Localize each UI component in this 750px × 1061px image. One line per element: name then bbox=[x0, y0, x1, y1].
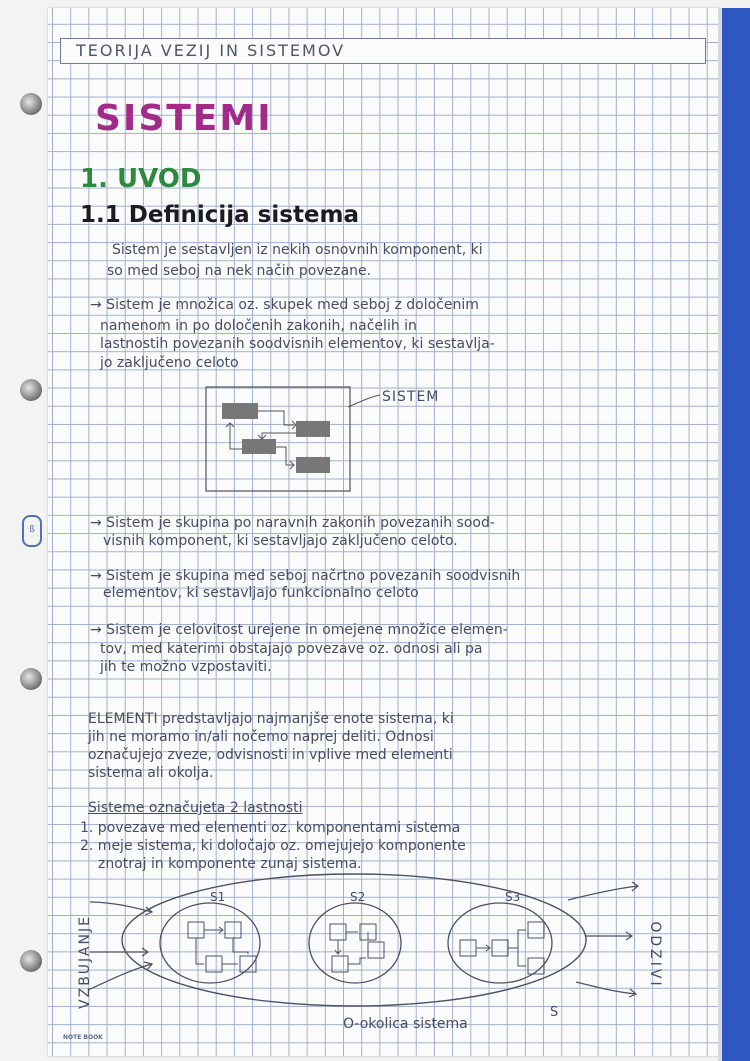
connection-arrow bbox=[226, 423, 242, 449]
element-box bbox=[225, 922, 241, 938]
elementi-line-1: ELEMENTI predstavljajo najmanjše enote sistema, ki bbox=[88, 711, 454, 727]
property-1: 1. povezave med elementi oz. komponentami sistema bbox=[80, 820, 461, 836]
punch-hole bbox=[20, 93, 42, 115]
intro-line-1: Sistem je sestavljen iz nekih osnovnih komponent, ki bbox=[112, 242, 483, 258]
element-box bbox=[206, 956, 222, 972]
element-block bbox=[222, 403, 258, 419]
def4-line-2: tov, med katerimi obstajajo povezave oz. odnosi ali pa bbox=[100, 641, 483, 657]
system-boundary bbox=[206, 387, 350, 491]
element-block bbox=[296, 457, 330, 473]
system-diagram-label: SISTEM bbox=[382, 389, 440, 405]
subsystem-s1 bbox=[160, 903, 260, 983]
element-box bbox=[330, 924, 346, 940]
subsystem-s3 bbox=[448, 903, 552, 983]
element-box bbox=[332, 956, 348, 972]
elementi-line-4: sistema ali okolja. bbox=[88, 765, 214, 781]
def1-line-3: lastnostih povezanih soodvisnih elementov, ki sestavlja- bbox=[100, 336, 495, 352]
def1-line-4: jo zaključeno celoto bbox=[100, 355, 239, 371]
output-side-label: ODZIVI bbox=[647, 921, 663, 989]
def3-line-2: elementov, ki sestavljajo funkcionalno celoto bbox=[103, 585, 419, 601]
notebook-binding-strip bbox=[722, 8, 750, 1061]
connection-arrow bbox=[276, 447, 294, 469]
property-3: znotraj in komponente zunaj sistema. bbox=[98, 856, 362, 872]
system-environment-diagram bbox=[60, 870, 710, 1040]
element-box bbox=[460, 940, 476, 956]
subsystem-s1-elements bbox=[188, 922, 256, 972]
intro-line-2: so med seboj na nek način povezane. bbox=[107, 263, 372, 279]
main-title: SISTEMI bbox=[95, 98, 273, 139]
subsystem-s2-label: S2 bbox=[350, 890, 366, 904]
notebook-logo-icon: ß bbox=[22, 515, 42, 547]
system-label: S bbox=[550, 1005, 559, 1020]
output-arrows bbox=[568, 882, 638, 997]
element-block bbox=[242, 439, 276, 454]
property-2: 2. meje sistema, ki določajo oz. omejujejo komponente bbox=[80, 838, 466, 854]
def1-line-2: namenom in po določenih zakonih, načelih in bbox=[100, 318, 417, 334]
element-box bbox=[492, 940, 508, 956]
properties-title: Sisteme označujeta 2 lastnosti bbox=[88, 800, 303, 816]
notebook-brand-label: NOTE BOOK bbox=[63, 1034, 103, 1041]
elementi-line-3: označujejo zveze, odvisnosti in vplive med elementi bbox=[88, 747, 453, 763]
def2-line-1: → Sistem je skupina po naravnih zakonih povezanih sood- bbox=[90, 515, 495, 531]
element-box bbox=[528, 922, 544, 938]
element-box bbox=[368, 942, 384, 958]
connection-arrow bbox=[258, 411, 296, 429]
element-box bbox=[188, 922, 204, 938]
subsystem-s1-label: S1 bbox=[210, 890, 226, 904]
input-arrows bbox=[88, 902, 152, 990]
subsystem-s3-elements bbox=[460, 922, 544, 974]
def4-line-3: jih te možno vzpostaviti. bbox=[100, 659, 272, 675]
def2-line-2: visnih komponent, ki sestavljajo zaključeno celoto. bbox=[103, 533, 458, 549]
punch-hole bbox=[20, 668, 42, 690]
page-header-title: TEORIJA VEZIJ IN SISTEMOV bbox=[76, 41, 346, 60]
input-side-label: VZBUJANJE bbox=[77, 915, 93, 1009]
connection-arrow bbox=[258, 433, 296, 439]
elementi-line-2: jih ne moramo in/ali nočemo naprej deliti. Odnosi bbox=[88, 729, 434, 745]
punch-hole bbox=[20, 379, 42, 401]
def4-line-1: → Sistem je celovitost urejene in omejene množice elemen- bbox=[90, 622, 508, 638]
def1-line-1: → Sistem je množica oz. skupek med seboj z določenim bbox=[90, 297, 479, 313]
punch-hole bbox=[20, 950, 42, 972]
def3-line-1: → Sistem je skupina med seboj načrtno povezanih soodvisnih bbox=[90, 568, 521, 584]
environment-label: O-okolica sistema bbox=[343, 1016, 468, 1032]
subsection-title: 1.1 Definicija sistema bbox=[80, 202, 360, 228]
section-title: 1. UVOD bbox=[80, 164, 202, 194]
element-block bbox=[296, 421, 330, 437]
subsystem-s2-elements bbox=[330, 924, 384, 972]
subsystem-s3-label: S3 bbox=[505, 890, 521, 904]
label-leader-line bbox=[348, 395, 380, 407]
subsystem-s2 bbox=[309, 903, 401, 983]
